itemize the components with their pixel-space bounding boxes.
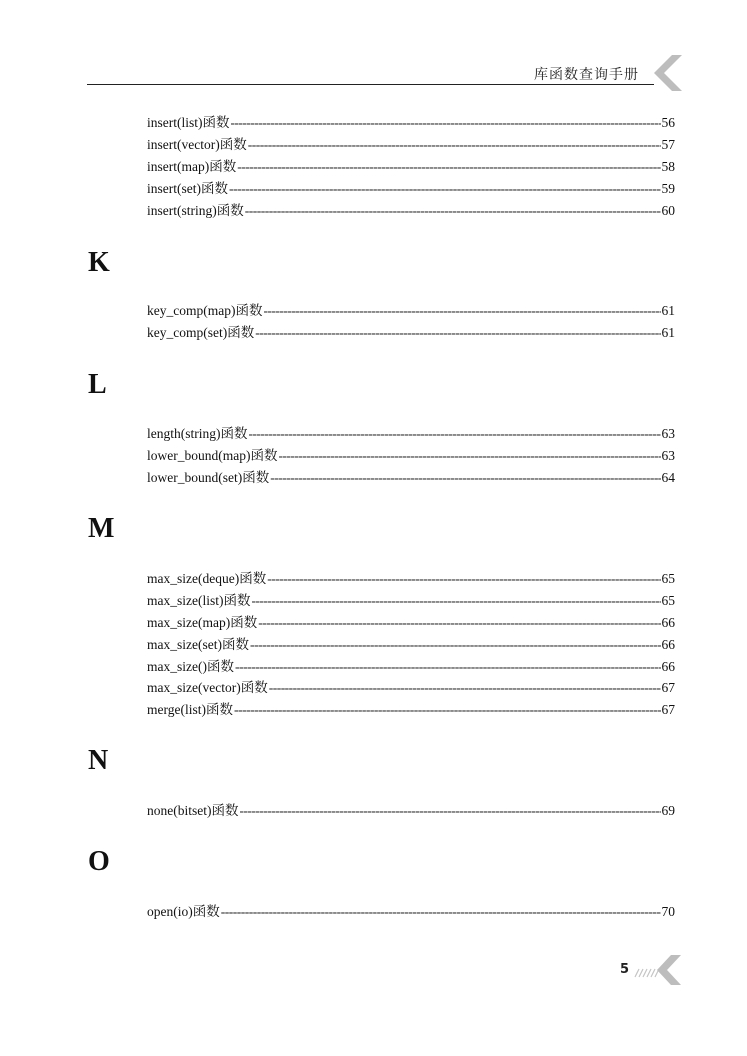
- dot-leader: [239, 800, 660, 822]
- entry-name: key_comp(set)函数: [147, 325, 255, 340]
- entry-page: 58: [661, 159, 675, 174]
- toc-entry[interactable]: [147, 699, 675, 721]
- dot-leader: [270, 467, 660, 489]
- entry-name: max_size()函数: [147, 659, 234, 674]
- section-letter: O: [88, 846, 110, 877]
- dot-leader: [269, 677, 661, 699]
- entry-page: 66: [661, 637, 675, 652]
- entry-page: 59: [661, 181, 675, 196]
- toc-entry[interactable]: [147, 901, 675, 923]
- entry-name: insert(vector)函数: [147, 137, 247, 152]
- entry-page: 66: [661, 615, 675, 630]
- entry-page: 69: [661, 803, 675, 818]
- toc-entry[interactable]: [147, 590, 675, 612]
- entry-name: insert(set)函数: [147, 181, 228, 196]
- section-letter: N: [88, 745, 109, 776]
- entry-page: 64: [661, 470, 675, 485]
- toc-entry[interactable]: [147, 200, 675, 222]
- entry-page: 57: [661, 137, 675, 152]
- entry-name: key_comp(map)函数: [147, 303, 263, 318]
- toc-entry[interactable]: [147, 634, 675, 656]
- dot-leader: [235, 656, 661, 678]
- page-number: 5: [620, 962, 630, 977]
- dot-leader: [258, 612, 660, 634]
- header-rule: [87, 84, 654, 85]
- entry-page: 61: [661, 325, 675, 340]
- dot-leader: [245, 200, 661, 222]
- entry-name: insert(list)函数: [147, 115, 230, 130]
- entry-name: max_size(vector)函数: [147, 680, 268, 695]
- toc-entry[interactable]: [147, 612, 675, 634]
- section-letter: L: [88, 369, 107, 400]
- dot-leader: [255, 322, 660, 344]
- header-chevron-icon: [652, 55, 682, 91]
- section-letter: M: [88, 513, 115, 544]
- dot-leader: [263, 300, 660, 322]
- toc-entry[interactable]: [147, 112, 675, 134]
- toc-entry[interactable]: [147, 677, 675, 699]
- entry-name: length(string)函数: [147, 426, 248, 441]
- entry-page: 67: [661, 680, 675, 695]
- toc-entry[interactable]: [147, 178, 675, 200]
- entry-page: 65: [661, 593, 675, 608]
- entry-page: 61: [661, 303, 675, 318]
- entry-page: 63: [661, 426, 675, 441]
- toc-entry[interactable]: [147, 322, 675, 344]
- running-header-title: 库函数查询手册: [534, 67, 639, 83]
- entry-name: max_size(list)函数: [147, 593, 251, 608]
- entry-page: 66: [661, 659, 675, 674]
- entry-name: insert(map)函数: [147, 159, 237, 174]
- entry-name: open(io)函数: [147, 904, 220, 919]
- dot-leader: [221, 901, 661, 923]
- dot-leader: [229, 178, 661, 200]
- section-letter: K: [88, 247, 110, 278]
- entry-name: none(bitset)函数: [147, 803, 239, 818]
- footer-chevron-icon: [633, 955, 681, 985]
- entry-name: lower_bound(map)函数: [147, 448, 278, 463]
- entry-name: insert(string)函数: [147, 203, 244, 218]
- entry-name: max_size(set)函数: [147, 637, 249, 652]
- entry-page: 60: [661, 203, 675, 218]
- entry-page: 67: [661, 702, 675, 717]
- toc-entry[interactable]: [147, 467, 675, 489]
- dot-leader: [267, 568, 660, 590]
- toc-entry[interactable]: [147, 134, 675, 156]
- entry-name: max_size(deque)函数: [147, 571, 267, 586]
- dot-leader: [237, 156, 660, 178]
- entry-page: 56: [661, 115, 675, 130]
- dot-leader: [251, 590, 660, 612]
- toc-entry[interactable]: [147, 300, 675, 322]
- toc-entry[interactable]: [147, 445, 675, 467]
- entry-name: lower_bound(set)函数: [147, 470, 270, 485]
- entry-page: 65: [661, 571, 675, 586]
- entry-page: 63: [661, 448, 675, 463]
- dot-leader: [234, 699, 661, 721]
- toc-entry[interactable]: [147, 423, 675, 445]
- toc-entry[interactable]: [147, 156, 675, 178]
- entry-name: merge(list)函数: [147, 702, 233, 717]
- dot-leader: [250, 634, 661, 656]
- dot-leader: [248, 134, 661, 156]
- dot-leader: [231, 112, 661, 134]
- entry-page: 70: [661, 904, 675, 919]
- toc-entry[interactable]: [147, 800, 675, 822]
- dot-leader: [278, 445, 660, 467]
- toc-entry[interactable]: [147, 656, 675, 678]
- dot-leader: [249, 423, 661, 445]
- toc-entry[interactable]: [147, 568, 675, 590]
- entry-name: max_size(map)函数: [147, 615, 258, 630]
